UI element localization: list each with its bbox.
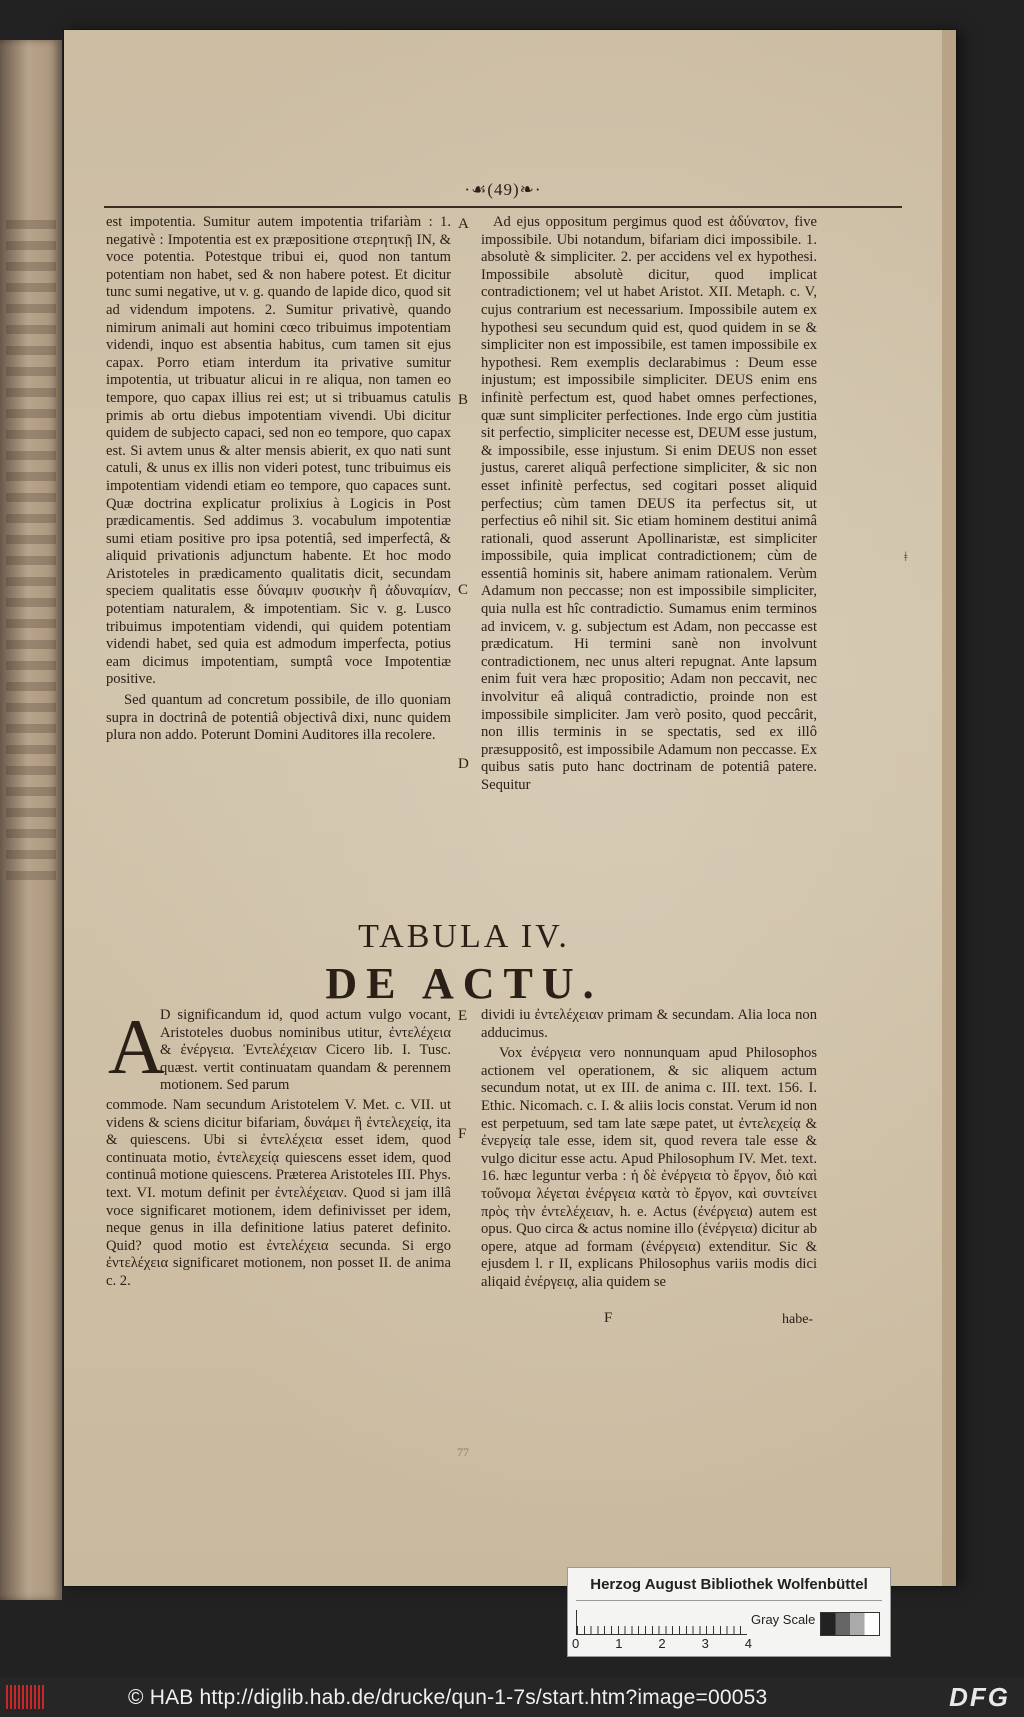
scale-numbers [572,1636,752,1651]
paragraph: Ad ejus oppositum pergimus quod est ἀδύνατον, five impossibile. Ubi notandum, bifariam dici impossibile. 1. absolutè & simpliciter. 2. per accidens vel ex hypothesi. Impossibile absolutè dicitur, quod implicat contradictionem; vel ut habet Aristot. XII. Metaph. c. V, cujus contrarium est necessarium. Impossibile autem ex hypothesi seu secundum quid est, quod quidem in se & simpliciter non est impossibile, est tamen impossibile ex hypothesi. Rem exemplis declarabimus : Deum esse injustum; est impossibile simpliciter. DEUS enim ens infinitè perfectum est, quod habet omnes perfectiones, quæ sunt simpliciter perfectiones. Inde ergo cùm justitia sit perfectio, simpliciter necesse est, DEUM esse justum, & impossibile, esse injustum. Si enim DEUS non esset justus, careret aliquâ perfectione simpliciter, & sic non esset infinitè perfectus, sed cogitari posset aliquid perfectius; cùm tamen DEUS ita perfectus sit, ut perfectius eô nihil sit. Sic etiam hominem destitui animâ rationali, quod asserunt Apollinaristæ, est simpliciter impossibile, quia implicat contradictionem; cùm de essentiâ hominis sit, habere animam rationalem. Verùm Adamum non peccasse; non est impossibile simpliciter, quia nulla est hîc contradictio. Sumamus enim terminos ad invicem, v. g. subjectum est Adam, non peccasse est prædicatum. Hi termini sanè non involvunt contradictionem, nec unus alteri repugnat. Ante lapsum enim fuit vera hæc propositio; Adam non peccavit, nec involvitur eâ aliquâ contradictio, proinde non est impossibile simpliciter. Jam verò posito, quod peccârit, non illis terminis in se spectatis, sed ex illô præsuppositô, est impossibile Adamum non peccasse. Ex quibus satis puto hanc doctrinam de potentiâ patere. Sequitur [481,214,817,793]
paragraph: est impotentia. Sumitur autem impotentia trifariàm : 1. negativè : Impotentia est ex præpositione στερητικῇ IN, & voce potentia. Potestque tribui ei, quod non tantum potentiam non habet, sed & non habere potest. Et dicitur tunc sumi negative, ut v. g. quando de lapide dico, quod sit ad videndum impotens. 2. Sumitur privativè, quando nimirum animali aut homini cœco tribuimus impotentiam videndi, inquo est absentia habitus, cum tamen sit ejus capax. Porro etiam interdum ita privative sumitur impotentia, ut tribuatur alicui in re aliqua, non tamen eo tempore, quo capax illius rei est; ut si tribuamus catulis primis ab ortu diebus impotentiam vivendi. Ubi dicitur quidem de subjecto capaci, sed non eo tempore, quo capax est. Si avtem unus & alter mensis abierit, ex quo nati sunt catuli, & unus ex illis non videri potest, tunc tribuimus eis impotentiam videndi etiam eo tempore, quo capaces sunt. Quæ doctrina explicatur prolixius à Logicis in Post prædicamentis. Sed addimus 3. vocabulum impotentiæ sumi etiam positive pro ipsa potentiâ, sed imperfectâ, & aliquid privationis adjunctum habente. Et hoc modo Aristoteles in prædicamento qualitatis dicit, secundam speciem qualitatis esse δύναμιν φυσικὴν ἢ ἀδυναμίαν, potentiam naturalem, & impotentiam. Sic v. g. Lusco tribuimus impotentiam videndi, qui quidem potentiam videndi habet, sed quia est admodum imperfecta, potius eam dicimus impotentiam, sumptâ voce Impotentiæ positive. [106,214,451,688]
signature-mark: F [604,1310,613,1326]
gray-scale-swatch [820,1612,880,1636]
previous-page-edge [0,40,62,1600]
margin-letter-a: A [458,216,469,232]
stray-mark: ǂ [904,550,908,565]
page-number: ·☙(49)❧· [464,180,542,199]
scale-tick: 4 [744,1636,752,1651]
scale-tick: 1 [615,1636,623,1651]
right-column-bottom [481,1007,817,1295]
header-rule [104,206,902,208]
paragraph: Vox ἐνέργεια vero nonnunquam apud Philosophos actionem vel operationem, & sic aliquem actum secundum notat, ut ex III. de anima c. III. text. 156. I. Ethic. Nicomach. c. I. & aliis locis constat. Verum id non est perpetuum, sed tam late sæpe patet, ut ἐντελεχείᾳ & ἐνεργείᾳ tale esse, idem sit, quod revera tale esse & vulgo dicitur esse actu. Apud Philosophum IV. Met. text. 16. hæc leguntur verba : ἡ δὲ ἐνέργεια τὸ ἔργον, διὸ καὶ τοὔνομα λέγεται ἐνέργεια κατὰ τὸ ἔργον, καὶ συντείνει πρὸς τὴν ἐντελέχειαν, h. e. Actus (ἐνέργεια) autem est opus. Quo circa & actus nomine illo (ἐνέργεια) dicitur ab opere, atque ad formam (ἐνέργεια) extenditur. Sic & ejusdem l. r II, explicans Philosophus variis modis dici aliqaid ἐνέργειᾳ, alia quidem se [481,1045,817,1290]
margin-letter-f: F [458,1126,467,1142]
gray-scale-label: Gray Scale [751,1612,816,1627]
scale-tick: 2 [658,1636,666,1651]
paragraph: commode. Nam secundum Aristotelem V. Met. c. VII. ut videns & sciens dicitur bifariam, δυνάμει ἢ ἐντελεχείᾳ, ita & quiescens. Ubi si ἐντελέχεια esset idem, quod continuata motio, ἐντελεχείᾳ quiescens esset idem, quod continuâ motione quiescens. Præterea Aristoteles III. Phys. text. VI. motum definit per ἐντελέχειαν. Quod si jam illâ voce significaret motionem, idem definivisset per idem, neque genus in illa definitione latius pateret definito. Quid? quod motio est ἐντελέχεια secunda. Si ergo ἐντελέχεια significaret motionem, non posset II. de anima c. 2. [106,1097,451,1289]
scale-tick: 3 [701,1636,709,1651]
ghost-text-lines [6,220,56,892]
dfg-logo: DFG [949,1682,1010,1712]
library-name: Herzog August Bibliothek Wolfenbüttel [590,1576,868,1593]
margin-letter-e: E [458,1008,468,1024]
section-heading: DE ACTU. [325,959,603,1008]
scale-ruler [576,1610,747,1635]
footer-bar [0,1677,1024,1717]
catchword: habe- [782,1312,814,1327]
margin-letter-c: C [458,582,469,598]
color-calibration-bar [567,1567,891,1657]
left-column-bottom [106,1097,451,1294]
margin-letter-b: B [458,392,469,408]
section-title: TABULA IV. [358,918,570,955]
source-url[interactable]: © HAB http://diglib.hab.de/drucke/qun-1-7s/start.htm?image=00053 [128,1686,768,1709]
right-column-top [481,214,817,798]
left-column-bottom-intro [160,1007,451,1098]
paragraph: Sed quantum ad concretum possibile, de illo quoniam supra in doctrinâ de potentiâ objectivâ dixi, nunc quidem plura non addo. Poterunt Domini Auditores illa recolere. [106,692,451,744]
book-page [64,30,956,1586]
paragraph: D significandum id, quod actum vulgo vocant, Aristoteles duobus nominibus utitur, ἐντελέχεια & ἐνέργεια. Ἐντελέχειαν Cicero lib. I. Tusc. quæst. vertit continuatam quandam & perennem motionem. Sed parum [160,1007,451,1094]
paragraph: dividi iu ἐντελέχειαν primam & secundam. Alia loca non adducimus. [481,1007,817,1041]
left-column-top [106,214,451,748]
divider [576,1600,882,1601]
margin-letter-d: D [458,756,469,772]
barcode-icon [6,1685,46,1709]
scale-tick: 0 [572,1636,580,1651]
faint-page-mark: 77 [457,1445,469,1459]
drop-cap: A [108,1003,165,1090]
